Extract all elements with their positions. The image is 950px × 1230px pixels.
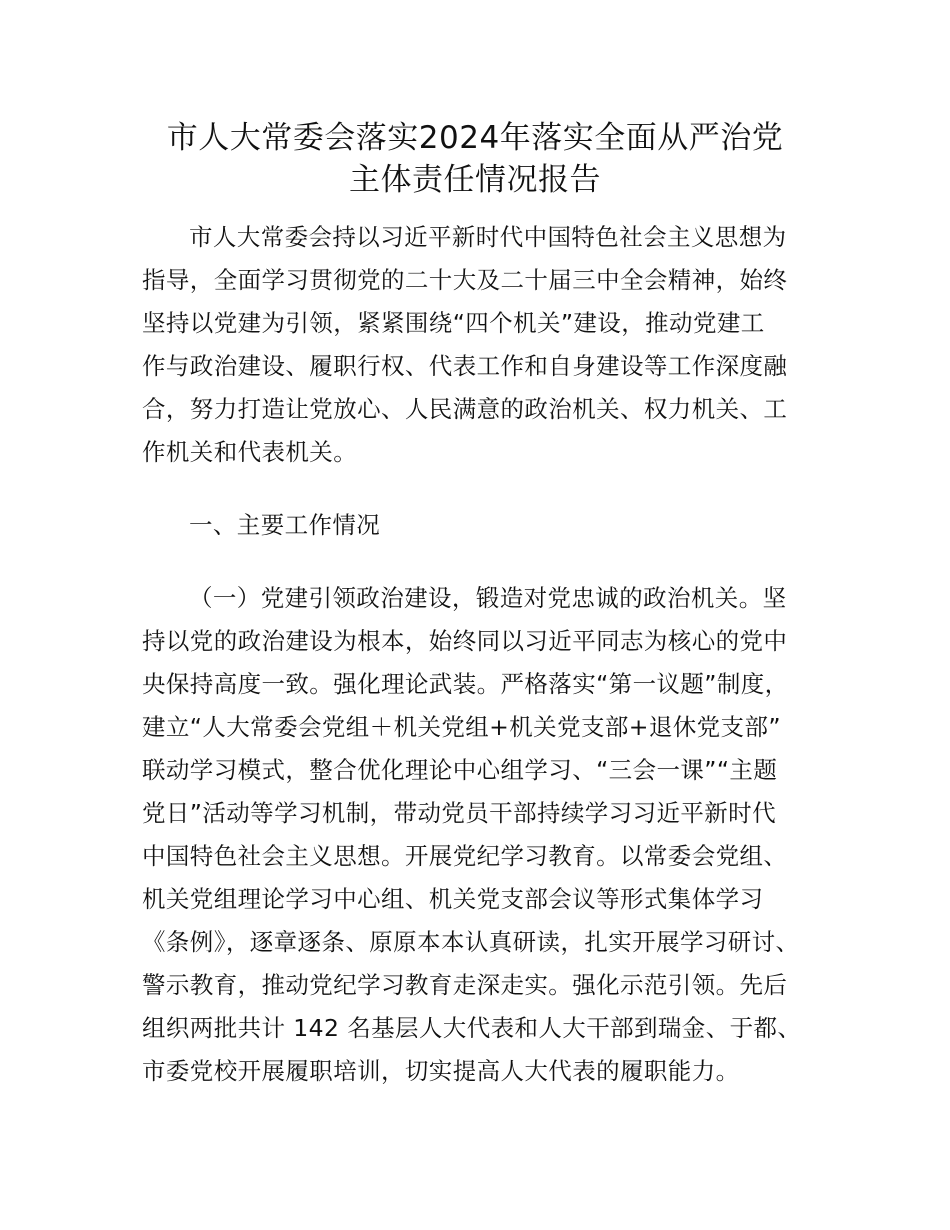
section-heading: 一、主要工作情况 xyxy=(189,511,381,539)
intro-paragraph-line: 坚持以党建为引领，紧紧围绕“四个机关”建设，推动党建工 xyxy=(142,309,765,337)
paragraph-gap xyxy=(142,474,842,504)
intro-paragraph-line: 作机关和代表机关。 xyxy=(142,438,358,466)
section-paragraph-line: 持以党的政治建设为根本，始终同以习近平同志为核心的党中 xyxy=(142,627,788,655)
section-paragraph-line: 《条例》，逐章逐条、原原本本认真研读，扎实开展学习研讨、 xyxy=(142,928,800,956)
section-paragraph-line: 市委党校开展履职培训，切实提高人大代表的履职能力。 xyxy=(142,1057,740,1085)
document-body xyxy=(142,216,842,1093)
section-paragraph-line: 央保持高度一致。强化理论武装。严格落实“第一议题”制度， xyxy=(142,670,789,698)
section-paragraph-line: 联动学习模式，整合优化理论中心组学习、“三会一课”“主题 xyxy=(142,756,778,784)
section-paragraph-line: 组织两批共计 142 名基层人大代表和人大干部到瑞金、于都、 xyxy=(142,1014,802,1042)
section-paragraph-line: （一）党建引领政治建设，锻造对党忠诚的政治机关。坚 xyxy=(189,584,787,612)
intro-paragraph-line: 市人大常委会持以习近平新时代中国特色社会主义思想为 xyxy=(189,223,787,251)
intro-paragraph-line: 合，努力打造让党放心、人民满意的政治机关、权力机关、工 xyxy=(142,395,788,423)
intro-paragraph-line: 指导，全面学习贯彻党的二十大及二十届三中全会精神，始终 xyxy=(142,266,788,294)
paragraph-gap xyxy=(142,547,842,577)
document-title-line-2: 主体责任情况报告 xyxy=(349,162,601,198)
intro-paragraph-line: 作与政治建设、履职行权、代表工作和自身建设等工作深度融 xyxy=(142,352,788,380)
section-paragraph-line: 建立“人大常委会党组＋机关党组+机关党支部+退休党支部” xyxy=(142,713,781,741)
section-paragraph-line: 机关党组理论学习中心组、机关党支部会议等形式集体学习 xyxy=(142,885,764,913)
section-paragraph-line: 中国特色社会主义思想。开展党纪学习教育。以常委会党组、 xyxy=(142,842,788,870)
section-paragraph-line: 警示教育，推动党纪学习教育走深走实。强化示范引领。先后 xyxy=(142,971,788,999)
document-title-line-1: 市人大常委会落实2024年落实全面从严治党 xyxy=(166,120,784,156)
section-paragraph-line: 党日”活动等学习机制，带动党员干部持续学习习近平新时代 xyxy=(142,799,776,827)
